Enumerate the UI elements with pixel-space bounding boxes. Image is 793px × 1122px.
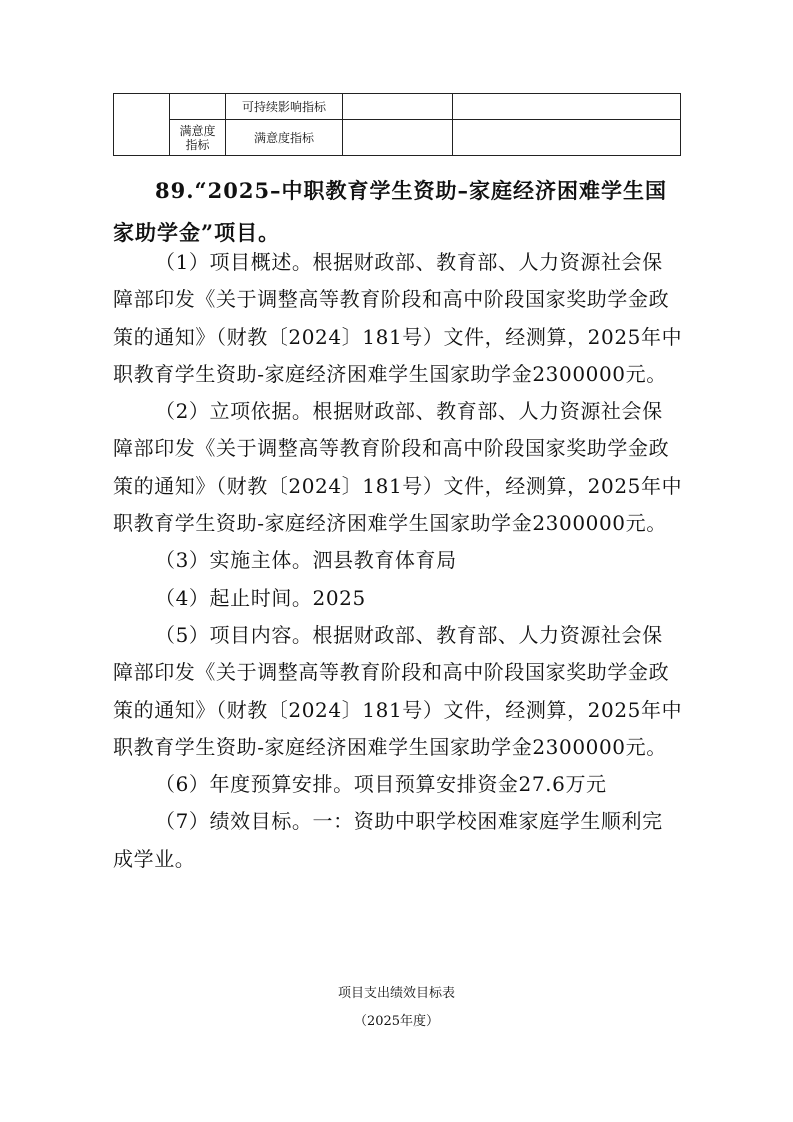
paragraph-goal: （7）绩效目标。一：资助中职学校困难家庭学生顺利完成学业。 — [113, 809, 663, 871]
section-heading: 89.“2025–中职教育学生资助–家庭经济困难学生国家助学金”项目。 — [113, 178, 668, 245]
paragraph-implementer: （3）实施主体。泗县教育体育局 — [155, 548, 457, 573]
table-cell-label: 可持续影响指标 — [226, 94, 343, 120]
table-cell-empty — [170, 94, 226, 120]
table-cell-empty — [453, 94, 681, 120]
table-cell-empty — [343, 120, 453, 156]
table-cell-category: 满意度 指标 — [170, 120, 226, 156]
table-cell-empty — [114, 94, 170, 156]
table-caption-title: 项目支出绩效目标表 — [337, 986, 455, 1001]
table-caption-year: （2025年度） — [353, 1014, 440, 1029]
table-cell-empty — [453, 120, 681, 156]
table-cell-empty — [343, 94, 453, 120]
table-cell-label: 满意度指标 — [226, 120, 343, 156]
paragraph-basis: （2）立项依据。根据财政部、教育部、人力资源社会保障部印发《关于调整高等教育阶段和高中阶段国家奖助学金政策的通知》（财教〔2024〕181号）文件，经测算，2025年中职教育学生资助-家庭经济困难学生国家助学金2300000元。 — [113, 399, 683, 536]
body-text — [113, 244, 683, 878]
indicator-table — [113, 93, 681, 156]
paragraph-overview: （1）项目概述。根据财政部、教育部、人力资源社会保障部印发《关于调整高等教育阶段和高中阶段国家奖助学金政策的通知》（财教〔2024〕181号）文件，经测算，2025年中职教育学生资助-家庭经济困难学生国家助学金2300000元。 — [113, 250, 683, 386]
paragraph-content: （5）项目内容。根据财政部、教育部、人力资源社会保障部印发《关于调整高等教育阶段和高中阶段国家奖助学金政策的通知》（财教〔2024〕181号）文件，经测算，2025年中职教育学生资助-家庭经济困难学生国家助学金2300000元。 — [113, 622, 683, 759]
paragraph-period: （4）起止时间。2025 — [155, 585, 366, 610]
paragraph-budget: （6）年度预算安排。项目预算安排资金27.6万元 — [155, 772, 607, 797]
